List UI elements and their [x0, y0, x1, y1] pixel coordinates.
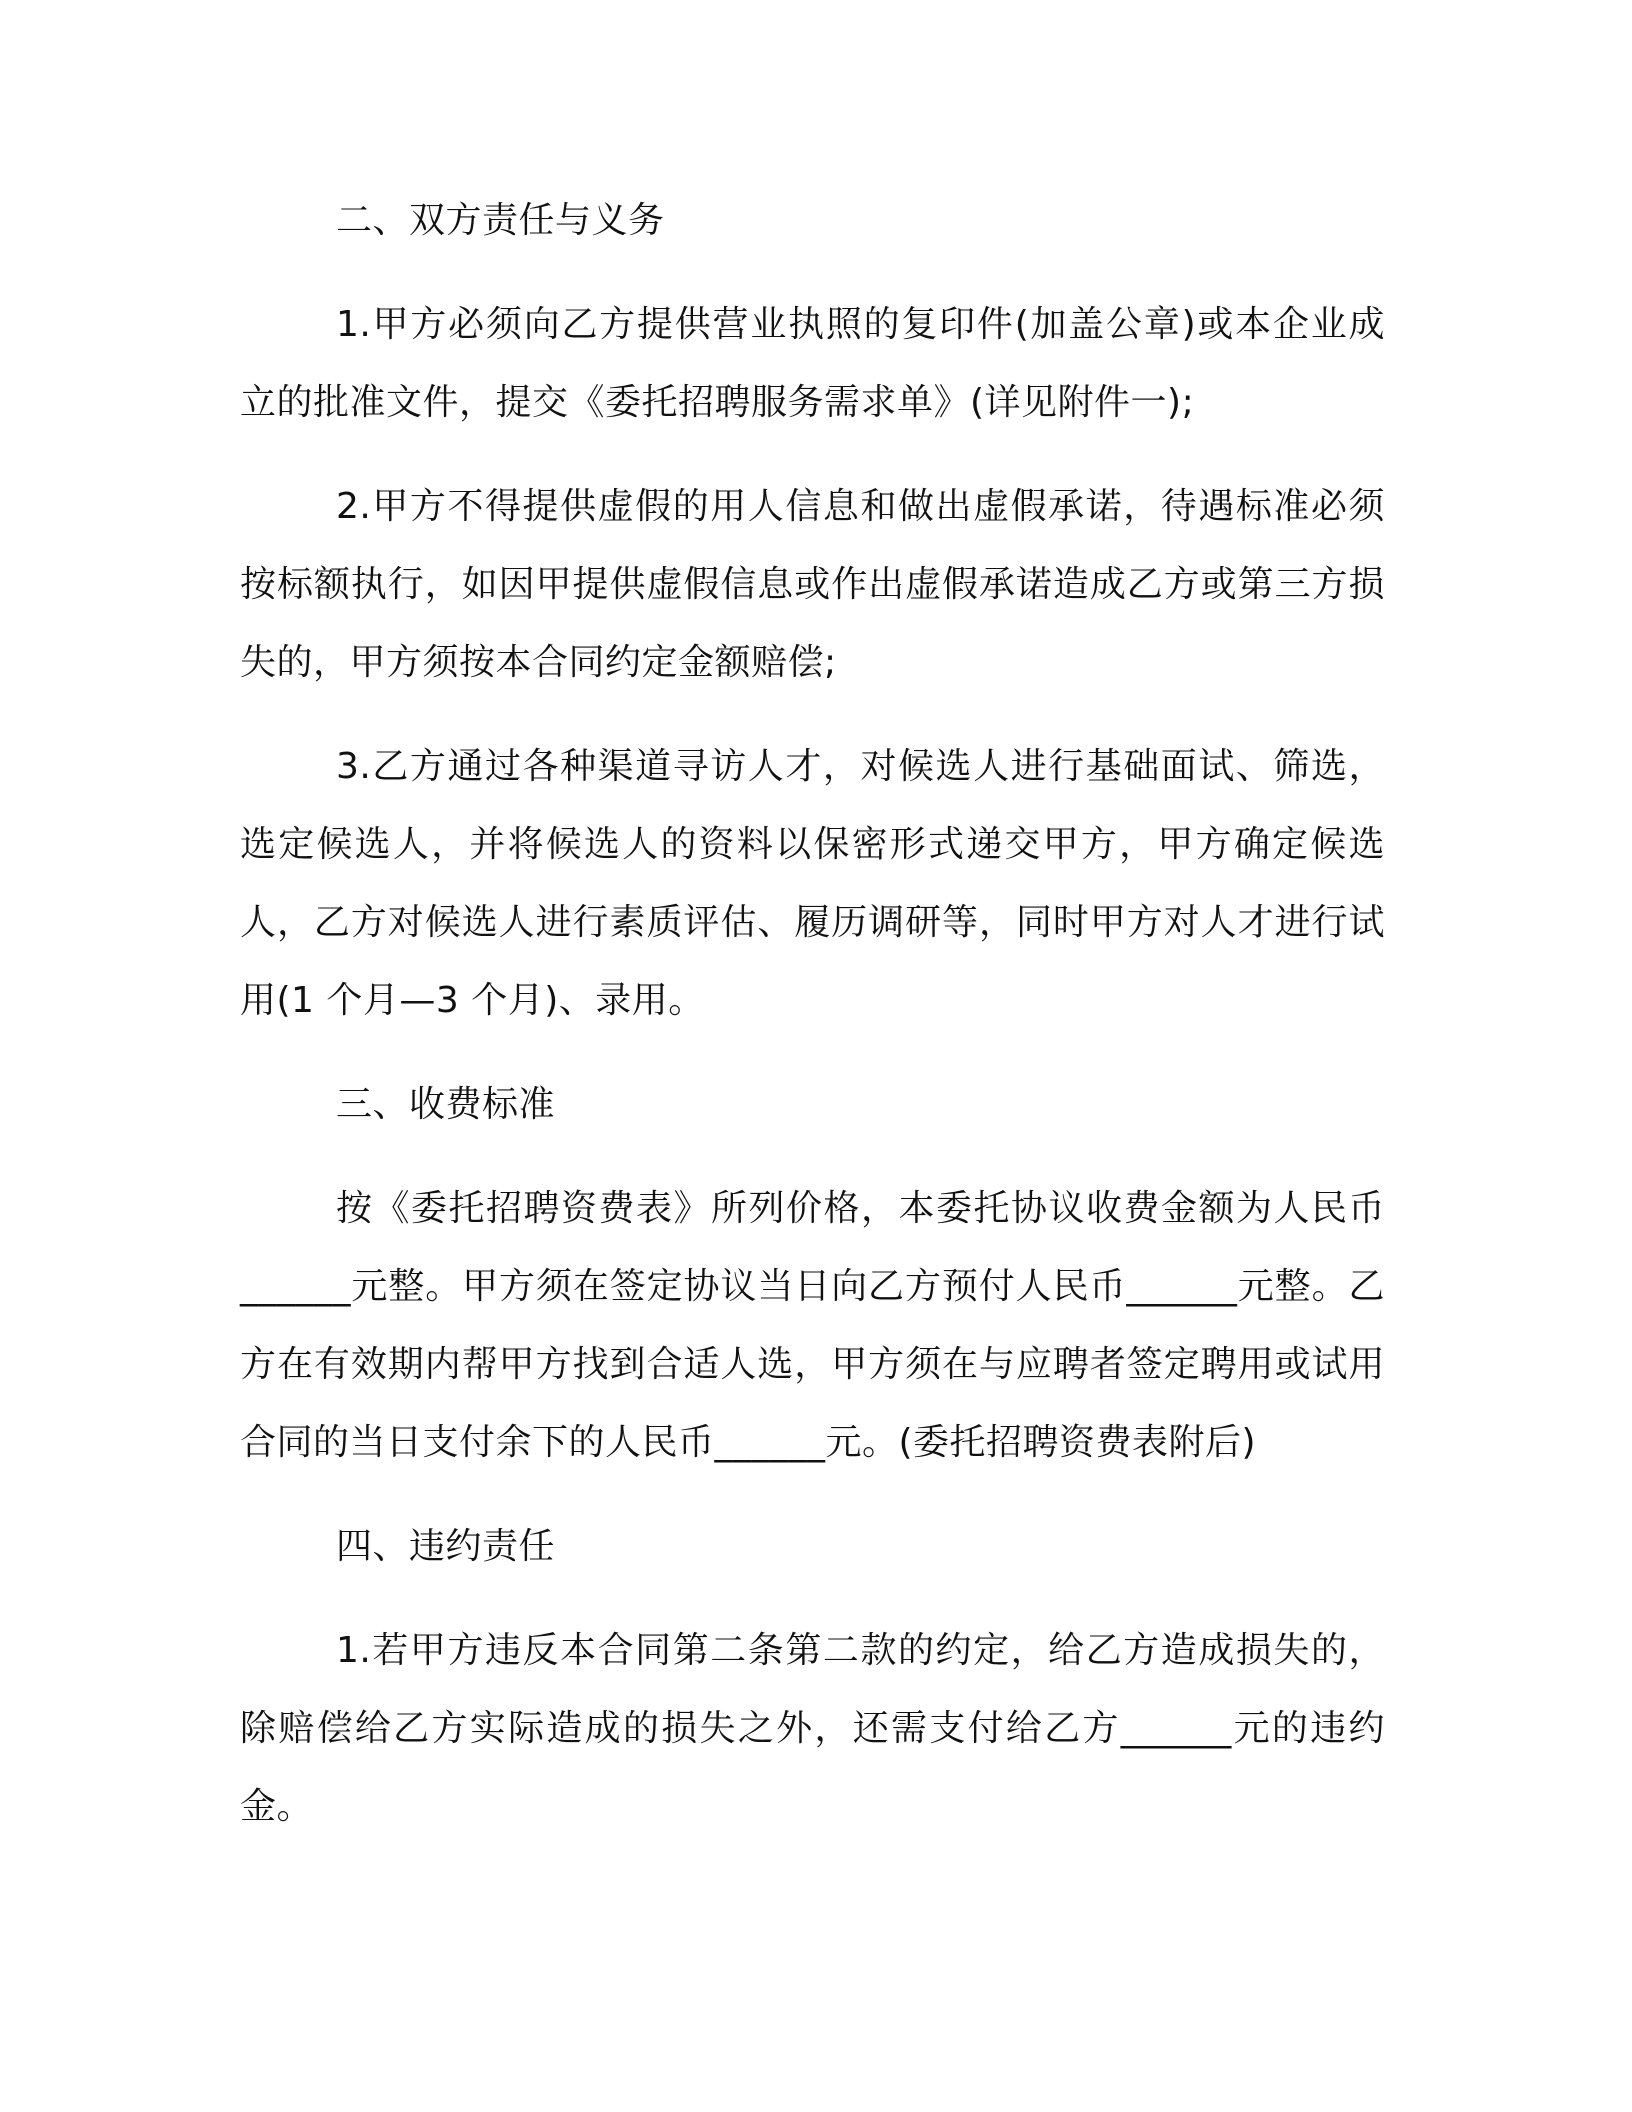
- paragraph-breach-1: 1.若甲方违反本合同第二条第二款的约定，给乙方造成损失的，除赔偿给乙方实际造成的损失之外，还需支付给乙方______元的违约金。: [240, 1630, 1385, 1827]
- paragraph-responsibility-3: 3.乙方通过各种渠道寻访人才，对候选人进行基础面试、筛选，选定候选人，并将候选人的资料以保密形式递交甲方，甲方确定候选人，乙方对候选人进行素质评估、履历调研等，同时甲方对人才进行试用(1 个月—3 个月)、录用。: [240, 746, 1385, 1021]
- paragraph-responsibility-2: 2.甲方不得提供虚假的用人信息和做出虚假承诺，待遇标准必须按标额执行，如因甲提供虚假信息或作出虚假承诺造成乙方或第三方损失的，甲方须按本合同约定金额赔偿;: [240, 486, 1385, 683]
- section-heading-fees: 三、收费标准: [336, 1084, 556, 1125]
- paragraph-responsibility-1: 1.甲方必须向乙方提供营业执照的复印件(加盖公章)或本企业成立的批准文件，提交《委托招聘服务需求单》(详见附件一);: [240, 304, 1385, 423]
- section-heading-responsibilities: 二、双方责任与义务: [336, 200, 665, 241]
- section-heading-breach: 四、违约责任: [336, 1526, 556, 1567]
- paragraph-fees: 按《委托招聘资费表》所列价格，本委托协议收费金额为人民币______元整。甲方须在签定协议当日向乙方预付人民币______元整。乙方在有效期内帮甲方找到合适人选，甲方须在与应聘者签定聘用或试用合同的当日支付余下的人民币______元。(委托招聘资费表附后): [240, 1188, 1385, 1463]
- document-body: [240, 182, 1385, 1872]
